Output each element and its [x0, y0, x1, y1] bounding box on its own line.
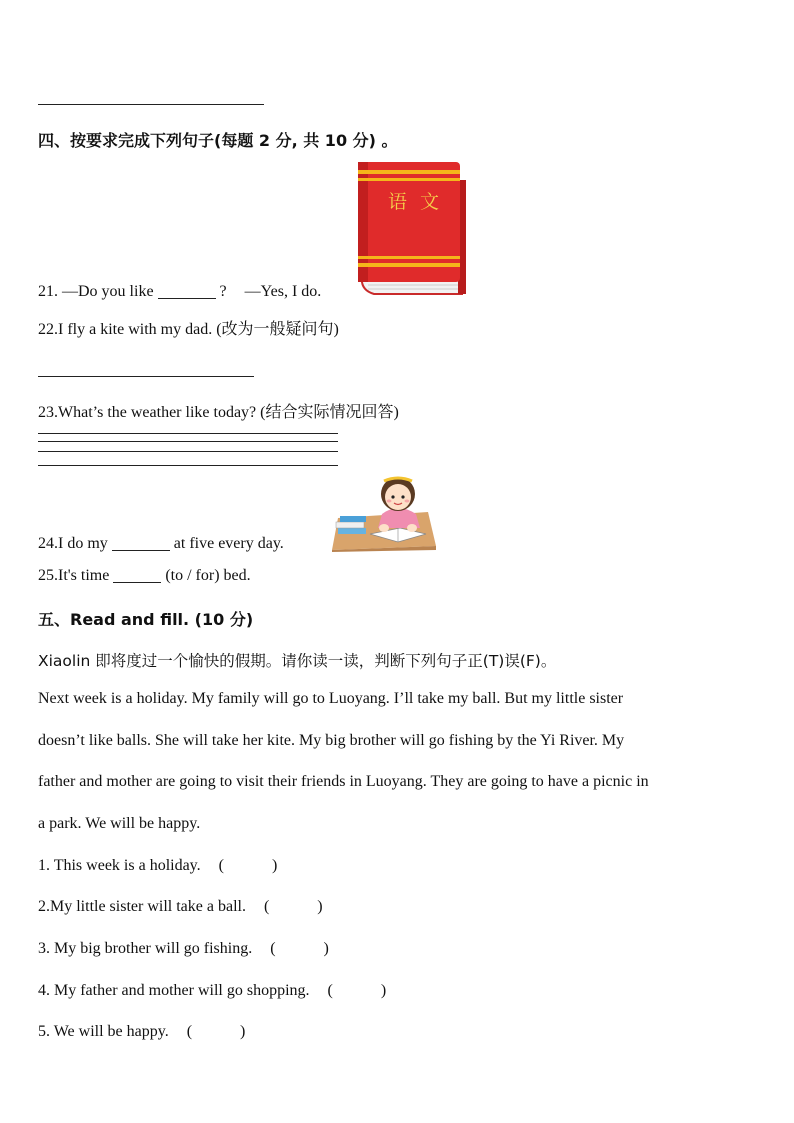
- q21-answer: —Yes, I do.: [244, 283, 322, 300]
- tf-item-2: [38, 898, 323, 916]
- q25-text-b: (to / for) bed.: [165, 567, 251, 584]
- q24-text-a: 24.I do my: [38, 535, 108, 552]
- tf-item-3-answer-box[interactable]: ( ): [270, 940, 329, 957]
- tf-item-5: [38, 1023, 245, 1041]
- tf-item-3-text: 3. My big brother will go fishing.: [38, 940, 253, 957]
- question-25: [38, 566, 251, 585]
- answer-line-q22[interactable]: [38, 376, 254, 377]
- question-24: [38, 534, 284, 553]
- book-image: [354, 158, 470, 298]
- tf-item-4-text: 4. My father and mother will go shopping.: [38, 982, 310, 999]
- tf-item-5-answer-box[interactable]: ( ): [186, 1023, 246, 1040]
- q24-blank[interactable]: [112, 534, 170, 551]
- q25-text-a: 25.It's time: [38, 567, 110, 584]
- answer-line-top[interactable]: [38, 104, 264, 105]
- passage-line-1: Next week is a holiday. My family will go to Luoyang. I’ll take my ball. But my little sister: [38, 690, 624, 707]
- section-5-instruction: Xiaolin 即将度过一个愉快的假期。请你读一读，判断下列句子正(T)误(F)。: [38, 652, 557, 670]
- q21-text-a: 21. —Do you like: [38, 283, 154, 300]
- q21-blank[interactable]: [158, 282, 216, 299]
- passage-line-2: doesn’t like balls. She will take her kite. My big brother will go fishing by the Yi River. My: [38, 732, 625, 749]
- tf-item-3: [38, 940, 329, 958]
- tf-item-1: [38, 857, 277, 875]
- question-22: 22.I fly a kite with my dad. (改为一般疑问句): [38, 321, 339, 338]
- book-label-yu: 语: [388, 191, 408, 213]
- q24-text-b: at five every day.: [173, 535, 284, 552]
- section-5-title: 五、Read and fill. (10 分): [38, 610, 254, 629]
- question-23: 23.What’s the weather like today? (结合实际情况回答): [38, 404, 399, 421]
- answer-line-q23-4[interactable]: [38, 465, 338, 466]
- q25-blank[interactable]: [113, 566, 161, 583]
- tf-item-4-answer-box[interactable]: ( ): [327, 982, 387, 999]
- tf-item-4: [38, 982, 386, 1000]
- passage-line-4: a park. We will be happy.: [38, 815, 201, 832]
- tf-item-2-text: 2.My little sister will take a ball.: [38, 898, 246, 915]
- girl-studying-illustration: [328, 470, 438, 552]
- answer-line-q23-3[interactable]: [38, 451, 338, 452]
- chinese-textbook-illustration: [354, 158, 470, 298]
- tf-item-1-answer-box[interactable]: ( ): [218, 857, 278, 874]
- question-21: [38, 282, 321, 301]
- q21-text-b: ?: [219, 283, 227, 300]
- girl-image: [328, 470, 438, 552]
- section-4-title: 四、按要求完成下列句子(每题 2 分, 共 10 分) 。: [38, 131, 398, 150]
- tf-item-1-text: 1. This week is a holiday.: [38, 857, 201, 874]
- answer-line-q23-1[interactable]: [38, 433, 338, 434]
- tf-item-2-answer-box[interactable]: ( ): [263, 898, 323, 915]
- answer-line-q23-2[interactable]: [38, 441, 338, 442]
- book-label-wen: 文: [420, 191, 440, 213]
- passage-line-3: father and mother are going to visit their friends in Luoyang. They are going to have a picnic in: [38, 773, 649, 790]
- tf-item-5-text: 5. We will be happy.: [38, 1023, 169, 1040]
